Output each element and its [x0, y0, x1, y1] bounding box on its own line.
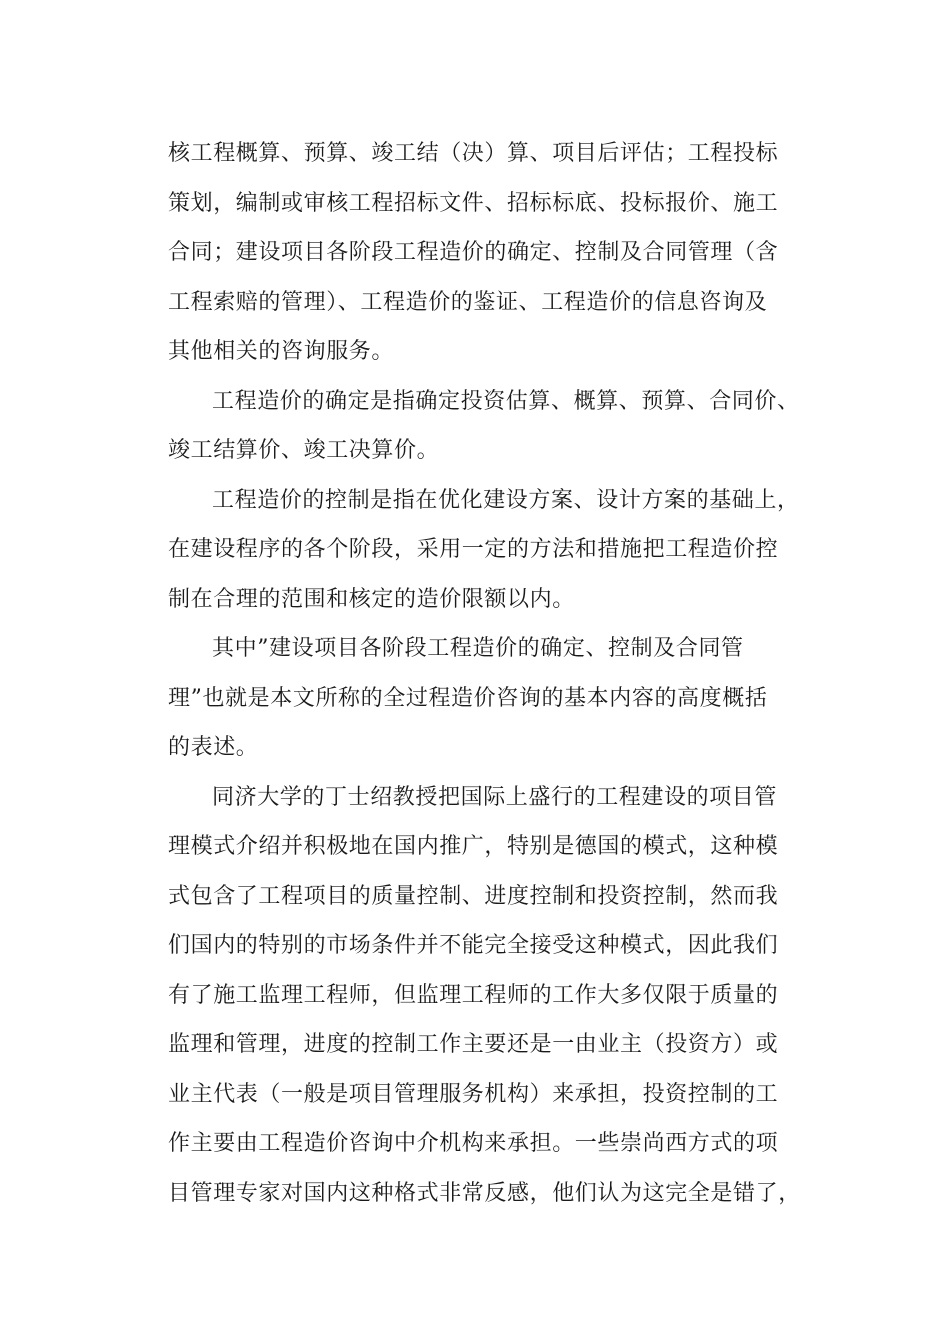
text-line: 目管理专家对国内这种格式非常反感，他们认为这完全是错了， — [168, 1180, 801, 1206]
text-line: 监理和管理，进度的控制工作主要还是一由业主（投资方）或 — [168, 1032, 779, 1057]
text-line: 式包含了工程项目的质量控制、进度控制和投资控制，然而我 — [168, 883, 779, 909]
text-line: 竣工结算价、竣工决算价。 — [168, 438, 440, 463]
text-line: 工程造价的确定是指确定投资估算、概算、预算、合同价、 — [212, 388, 800, 414]
text-line: 制在合理的范围和核定的造价限额以内。 — [168, 586, 575, 612]
text-line: 工程索赔的管理）、工程造价的鉴证、工程造价的信息咨询及 — [168, 289, 768, 315]
paragraph-5 — [168, 773, 801, 1219]
text-line: 理”也就是本文所称的全过程造价咨询的基本内容的高度概括 — [168, 685, 768, 711]
text-line: 策划，编制或审核工程招标文件、招标标底、投标报价、施工 — [168, 190, 779, 216]
text-line: 工程造价的控制是指在优化建设方案、设计方案的基础上， — [212, 487, 800, 513]
text-line: 业主代表（一般是项目管理服务机构）来承担，投资控制的工 — [168, 1081, 779, 1107]
text-line: 在建设程序的各个阶段，采用一定的方法和措施把工程造价控 — [168, 537, 779, 562]
text-line: 合同；建设项目各阶段工程造价的确定、控制及合同管理（含 — [168, 240, 779, 265]
paragraph-4 — [168, 624, 788, 773]
paragraph-1 — [168, 129, 788, 377]
text-line: 们国内的特别的市场条件并不能完全接受这种模式，因此我们 — [168, 933, 779, 958]
text-line: 其他相关的咨询服务。 — [168, 339, 395, 364]
paragraph-2 — [168, 377, 800, 476]
paragraph-3 — [168, 476, 800, 625]
document-body — [168, 129, 801, 1218]
text-line: 的表述。 — [168, 735, 259, 760]
text-line: 有了施工监理工程师，但监理工程师的工作大多仅限于质量的 — [168, 982, 779, 1008]
text-line: 理模式介绍并积极地在国内推广，特别是德国的模式，这种模 — [168, 834, 779, 859]
text-line: 核工程概算、预算、竣工结（决）算、项目后评估；工程投标 — [168, 141, 779, 166]
text-line: 其中”建设项目各阶段工程造价的确定、控制及合同管 — [212, 636, 744, 661]
text-line: 作主要由工程造价咨询中介机构来承担。一些崇尚西方式的项 — [168, 1131, 779, 1156]
text-line: 同济大学的丁士绍教授把国际上盛行的工程建设的项目管 — [212, 784, 778, 810]
